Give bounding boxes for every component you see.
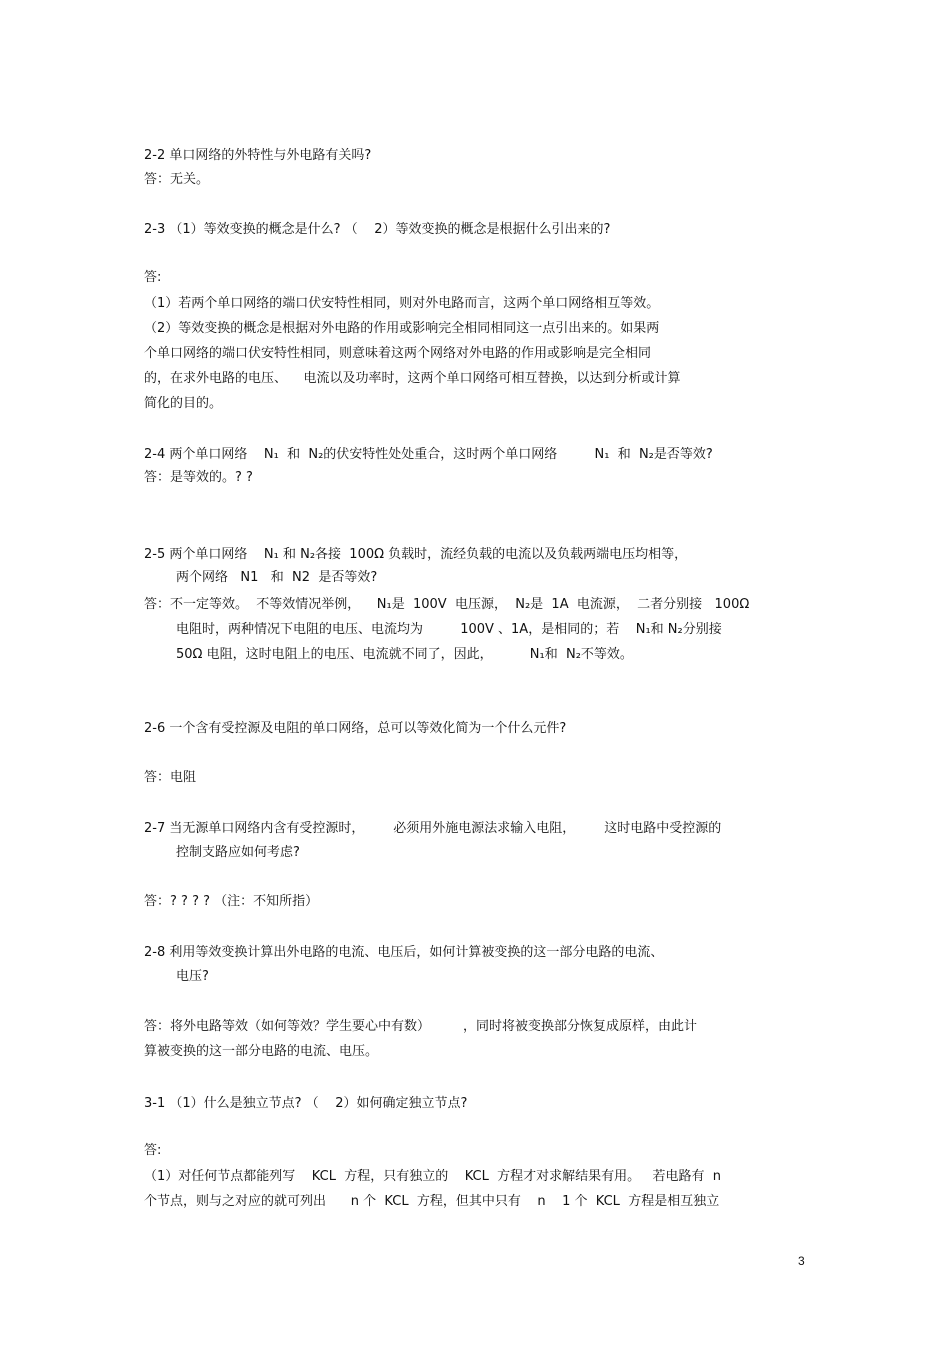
page-number: 3 — [798, 1254, 805, 1268]
q2-2-question: 2-2 单口网络的外特性与外电路有关吗? — [144, 148, 372, 163]
q2-4-answer: 答：是等效的。? ? — [144, 470, 253, 485]
q2-6-answer: 答：电阻 — [144, 770, 197, 785]
q2-7-question-line-1: 2-7 当无源单口网络内含有受控源时， 必须用外施电源法求输入电阻， 这时电路中受控源的 — [144, 821, 722, 836]
q2-3-answer-line-1: （1）若两个单口网络的端口伏安特性相同，则对外电路而言，这两个单口网络相互等效。 — [144, 296, 660, 311]
q2-8-question-line-1: 2-8 利用等效变换计算出外电路的电流、电压后，如何计算被变换的这一部分电路的电流、 — [144, 945, 664, 960]
q3-1-answer-label: 答: — [144, 1143, 162, 1158]
q2-3-answer-line-3: 个单口网络的端口伏安特性相同，则意味着这两个网络对外电路的作用或影响是完全相同 — [144, 346, 652, 361]
q2-3-question: 2-3 （1）等效变换的概念是什么? （ 2）等效变换的概念是根据什么引出来的? — [144, 222, 611, 237]
q2-8-answer-line-1: 答：将外电路等效（如何等效？学生要心中有数） ，同时将被变换部分恢复成原样，由此计 — [144, 1019, 698, 1034]
q2-8-question-line-2: 电压? — [176, 969, 209, 984]
q2-2-answer: 答：无关。 — [144, 172, 210, 187]
q3-1-answer-line-1: （1）对任何节点都能列写 KCL 方程，只有独立的 KCL 方程才对求解结果有用。 若电路有 n — [144, 1169, 722, 1184]
q2-8-answer-line-2: 算被变换的这一部分电路的电流、电压。 — [144, 1044, 379, 1059]
q2-5-answer-line-1: 答：不一定等效。 不等效情况举例， N₁是 100V 电压源， N₂是 1A 电流源， 二者分别接 100Ω — [144, 597, 750, 612]
q2-5-question-line-2: 两个网络 N1 和 N2 是否等效? — [176, 570, 378, 585]
q2-5-answer-line-3: 50Ω 电阻，这时电阻上的电压、电流就不同了，因此， N₁和 N₂不等效。 — [176, 647, 633, 662]
q3-1-question: 3-1 （1）什么是独立节点? （ 2）如何确定独立节点? — [144, 1096, 468, 1111]
q2-5-answer-line-2: 电阻时，两种情况下电阻的电压、电流均为 100V 、1A，是相同的；若 N₁和 N₂分别接 — [176, 622, 722, 637]
q2-3-answer-line-2: （2）等效变换的概念是根据对外电路的作用或影响完全相同相同这一点引出来的。如果两 — [144, 321, 660, 336]
q2-3-answer-line-4: 的，在求外电路的电压、 电流以及功率时，这两个单口网络可相互替换，以达到分析或计算 — [144, 371, 681, 386]
q2-7-question-line-2: 控制支路应如何考虑? — [176, 845, 300, 860]
q3-1-answer-line-2: 个节点，则与之对应的就可列出 n 个 KCL 方程，但其中只有 n 1 个 KCL 方程是相互独立 — [144, 1194, 720, 1209]
q2-7-answer: 答：? ? ? ? （注：不知所指） — [144, 894, 319, 909]
q2-5-question-line-1: 2-5 两个单口网络 N₁ 和 N₂各接 100Ω 负载时，流经负载的电流以及负载两端电压均相等， — [144, 547, 688, 562]
q2-6-question: 2-6 一个含有受控源及电阻的单口网络，总可以等效化简为一个什么元件? — [144, 721, 567, 736]
q2-3-answer-label: 答: — [144, 270, 162, 285]
q2-3-answer-line-5: 简化的目的。 — [144, 396, 223, 411]
q2-4-question: 2-4 两个单口网络 N₁ 和 N₂的伏安特性处处重合，这时两个单口网络 N₁ 和 N₂是否等效? — [144, 447, 713, 462]
